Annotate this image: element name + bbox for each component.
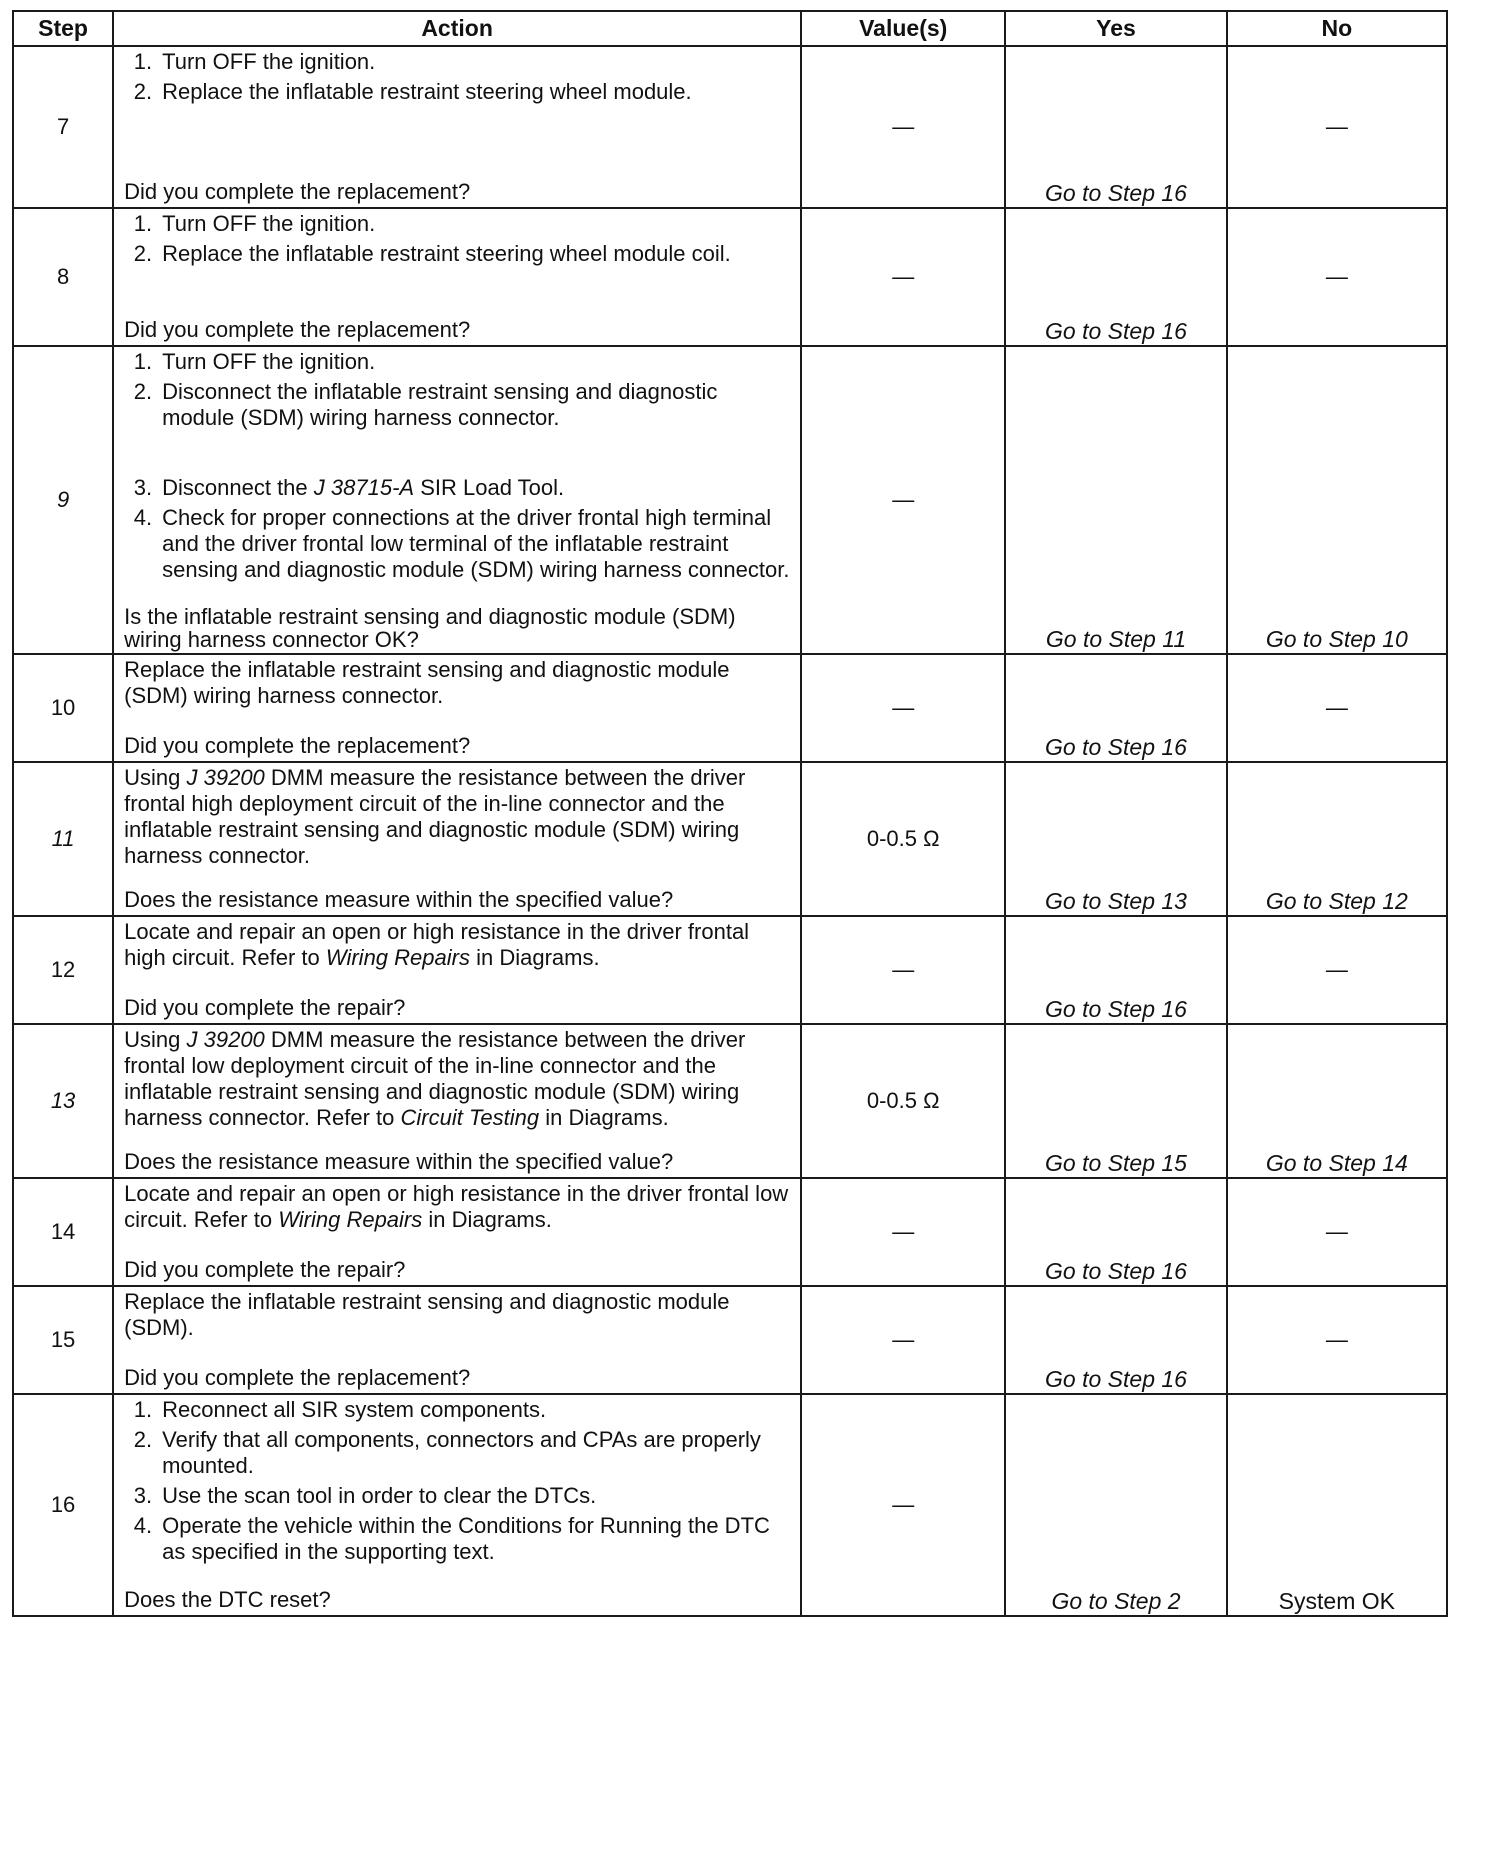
doc-reference: Wiring Repairs — [325, 945, 470, 970]
yes-result: Go to Step 16 — [1005, 208, 1226, 346]
table-row — [13, 346, 1447, 654]
no-result: Go to Step 10 — [1227, 346, 1447, 654]
action-cell — [113, 346, 801, 654]
action-question: Did you complete the repair? — [124, 1257, 406, 1282]
value-cell: — — [801, 916, 1005, 1024]
action-cell — [113, 208, 801, 346]
no-result: — — [1227, 1286, 1447, 1394]
list-item: 4. Operate the vehicle within the Conditions for Running the DTC as specified in the supporting text. — [133, 1513, 770, 1564]
doc-reference: Circuit Testing — [400, 1105, 540, 1130]
yes-result: Go to Step 13 — [1005, 762, 1226, 916]
no-result: — — [1227, 654, 1447, 762]
value-cell: — — [801, 208, 1005, 346]
no-result: — — [1227, 1178, 1447, 1286]
header-no: No — [1227, 11, 1447, 46]
action-list — [124, 49, 792, 109]
step-number: 12 — [13, 916, 113, 1024]
step-number: 13 — [13, 1024, 113, 1178]
list-item: 4. Check for proper connections at the driver frontal high terminal and the driver frontal low terminal of the inflatable restraint sensing and diagnostic module (SDM) wiring harness connector. — [133, 505, 790, 582]
step-number: 9 — [13, 346, 113, 654]
table-row — [13, 46, 1447, 208]
diagnostic-table — [12, 10, 1448, 1617]
no-result: Go to Step 14 — [1227, 1024, 1447, 1178]
step-number: 11 — [13, 762, 113, 916]
value-cell: — — [801, 346, 1005, 654]
action-list — [124, 211, 792, 271]
tool-reference: J 39200 — [186, 1027, 265, 1052]
table-row — [13, 1178, 1447, 1286]
no-result: — — [1227, 208, 1447, 346]
step-number: 14 — [13, 1178, 113, 1286]
action-question: Does the resistance measure within the specified value? — [124, 887, 674, 912]
list-item: 2. Disconnect the inflatable restraint sensing and diagnostic module (SDM) wiring harness connector. — [133, 379, 718, 430]
action-cell — [113, 654, 801, 762]
value-cell: — — [801, 1178, 1005, 1286]
yes-result: Go to Step 16 — [1005, 654, 1226, 762]
action-text: Replace the inflatable restraint sensing and diagnostic module (SDM). — [124, 1289, 730, 1340]
header-row — [13, 11, 1447, 46]
value-cell: — — [801, 1394, 1005, 1616]
action-list — [124, 1397, 792, 1569]
list-item: 1. Turn OFF the ignition. — [133, 349, 376, 374]
action-cell — [113, 46, 801, 208]
list-item: 1. Reconnect all SIR system components. — [133, 1397, 547, 1422]
step-number: 7 — [13, 46, 113, 208]
action-cell — [113, 1286, 801, 1394]
yes-result: Go to Step 2 — [1005, 1394, 1226, 1616]
action-question: Did you complete the repair? — [124, 995, 406, 1020]
action-question: Did you complete the replacement? — [124, 1365, 471, 1390]
table-row — [13, 654, 1447, 762]
yes-result: Go to Step 16 — [1005, 1178, 1226, 1286]
action-cell — [113, 762, 801, 916]
action-text: Replace the inflatable restraint sensing and diagnostic module (SDM) wiring harness connector. — [124, 657, 730, 708]
step-number: 8 — [13, 208, 113, 346]
doc-reference: Wiring Repairs — [278, 1207, 423, 1232]
no-result: — — [1227, 916, 1447, 1024]
action-text: Locate and repair an open or high resistance in the driver frontal low circuit. Refer to Wiring Repairs in Diagrams. — [124, 1181, 789, 1232]
list-item: 2. Replace the inflatable restraint steering wheel module. — [133, 79, 692, 104]
step-number: 15 — [13, 1286, 113, 1394]
header-values: Value(s) — [801, 11, 1005, 46]
yes-result: Go to Step 15 — [1005, 1024, 1226, 1178]
no-result: System OK — [1227, 1394, 1447, 1616]
yes-result: Go to Step 16 — [1005, 46, 1226, 208]
action-question: Did you complete the replacement? — [124, 317, 471, 342]
header-yes: Yes — [1005, 11, 1226, 46]
header-action: Action — [113, 11, 801, 46]
list-item: 2. Verify that all components, connectors and CPAs are properly mounted. — [133, 1427, 761, 1478]
table-row — [13, 916, 1447, 1024]
action-text: Using J 39200 DMM measure the resistance between the driver frontal high deployment circuit of the in-line connector and the inflatable restraint sensing and diagnostic module (SDM) wiring harness connector. — [124, 765, 746, 868]
action-question: Did you complete the replacement? — [124, 733, 471, 758]
list-item: 1. Turn OFF the ignition. — [133, 211, 376, 236]
value-cell: 0-0.5 Ω — [801, 1024, 1005, 1178]
value-cell: — — [801, 654, 1005, 762]
action-cell — [113, 916, 801, 1024]
tool-reference: J 39200 — [186, 765, 265, 790]
list-item: 2. Replace the inflatable restraint steering wheel module coil. — [133, 241, 731, 266]
action-list — [124, 349, 792, 587]
action-cell — [113, 1024, 801, 1178]
list-item: 3. Disconnect the J 38715-A SIR Load Tool. — [133, 475, 565, 500]
table-row — [13, 1024, 1447, 1178]
no-result: — — [1227, 46, 1447, 208]
list-item: 3. Use the scan tool in order to clear the DTCs. — [133, 1483, 597, 1508]
action-question: Is the inflatable restraint sensing and diagnostic module (SDM) wiring harness connector OK? — [124, 604, 736, 652]
value-cell: — — [801, 46, 1005, 208]
value-cell: — — [801, 1286, 1005, 1394]
action-question: Does the DTC reset? — [124, 1587, 331, 1612]
yes-result: Go to Step 16 — [1005, 916, 1226, 1024]
table-row — [13, 208, 1447, 346]
yes-result: Go to Step 11 — [1005, 346, 1226, 654]
action-question: Did you complete the replacement? — [124, 179, 471, 204]
list-item: 1. Turn OFF the ignition. — [133, 49, 376, 74]
table-row — [13, 1286, 1447, 1394]
action-question: Does the resistance measure within the specified value? — [124, 1149, 674, 1174]
table-row — [13, 762, 1447, 916]
value-cell: 0-0.5 Ω — [801, 762, 1005, 916]
action-cell — [113, 1394, 801, 1616]
action-text: Locate and repair an open or high resistance in the driver frontal high circuit. Refer to Wiring Repairs in Diagrams. — [124, 919, 750, 970]
header-step: Step — [13, 11, 113, 46]
step-number: 16 — [13, 1394, 113, 1616]
step-number: 10 — [13, 654, 113, 762]
action-cell — [113, 1178, 801, 1286]
action-text: Using J 39200 DMM measure the resistance between the driver frontal low deployment circuit of the in-line connector and the inflatable restraint sensing and diagnostic module (SDM) wiring harness connector. Refer to Circuit Testing in Diagrams. — [124, 1027, 746, 1130]
tool-reference: J 38715-A — [313, 475, 415, 500]
yes-result: Go to Step 16 — [1005, 1286, 1226, 1394]
table-row — [13, 1394, 1447, 1616]
spacer — [124, 435, 792, 471]
no-result: Go to Step 12 — [1227, 762, 1447, 916]
